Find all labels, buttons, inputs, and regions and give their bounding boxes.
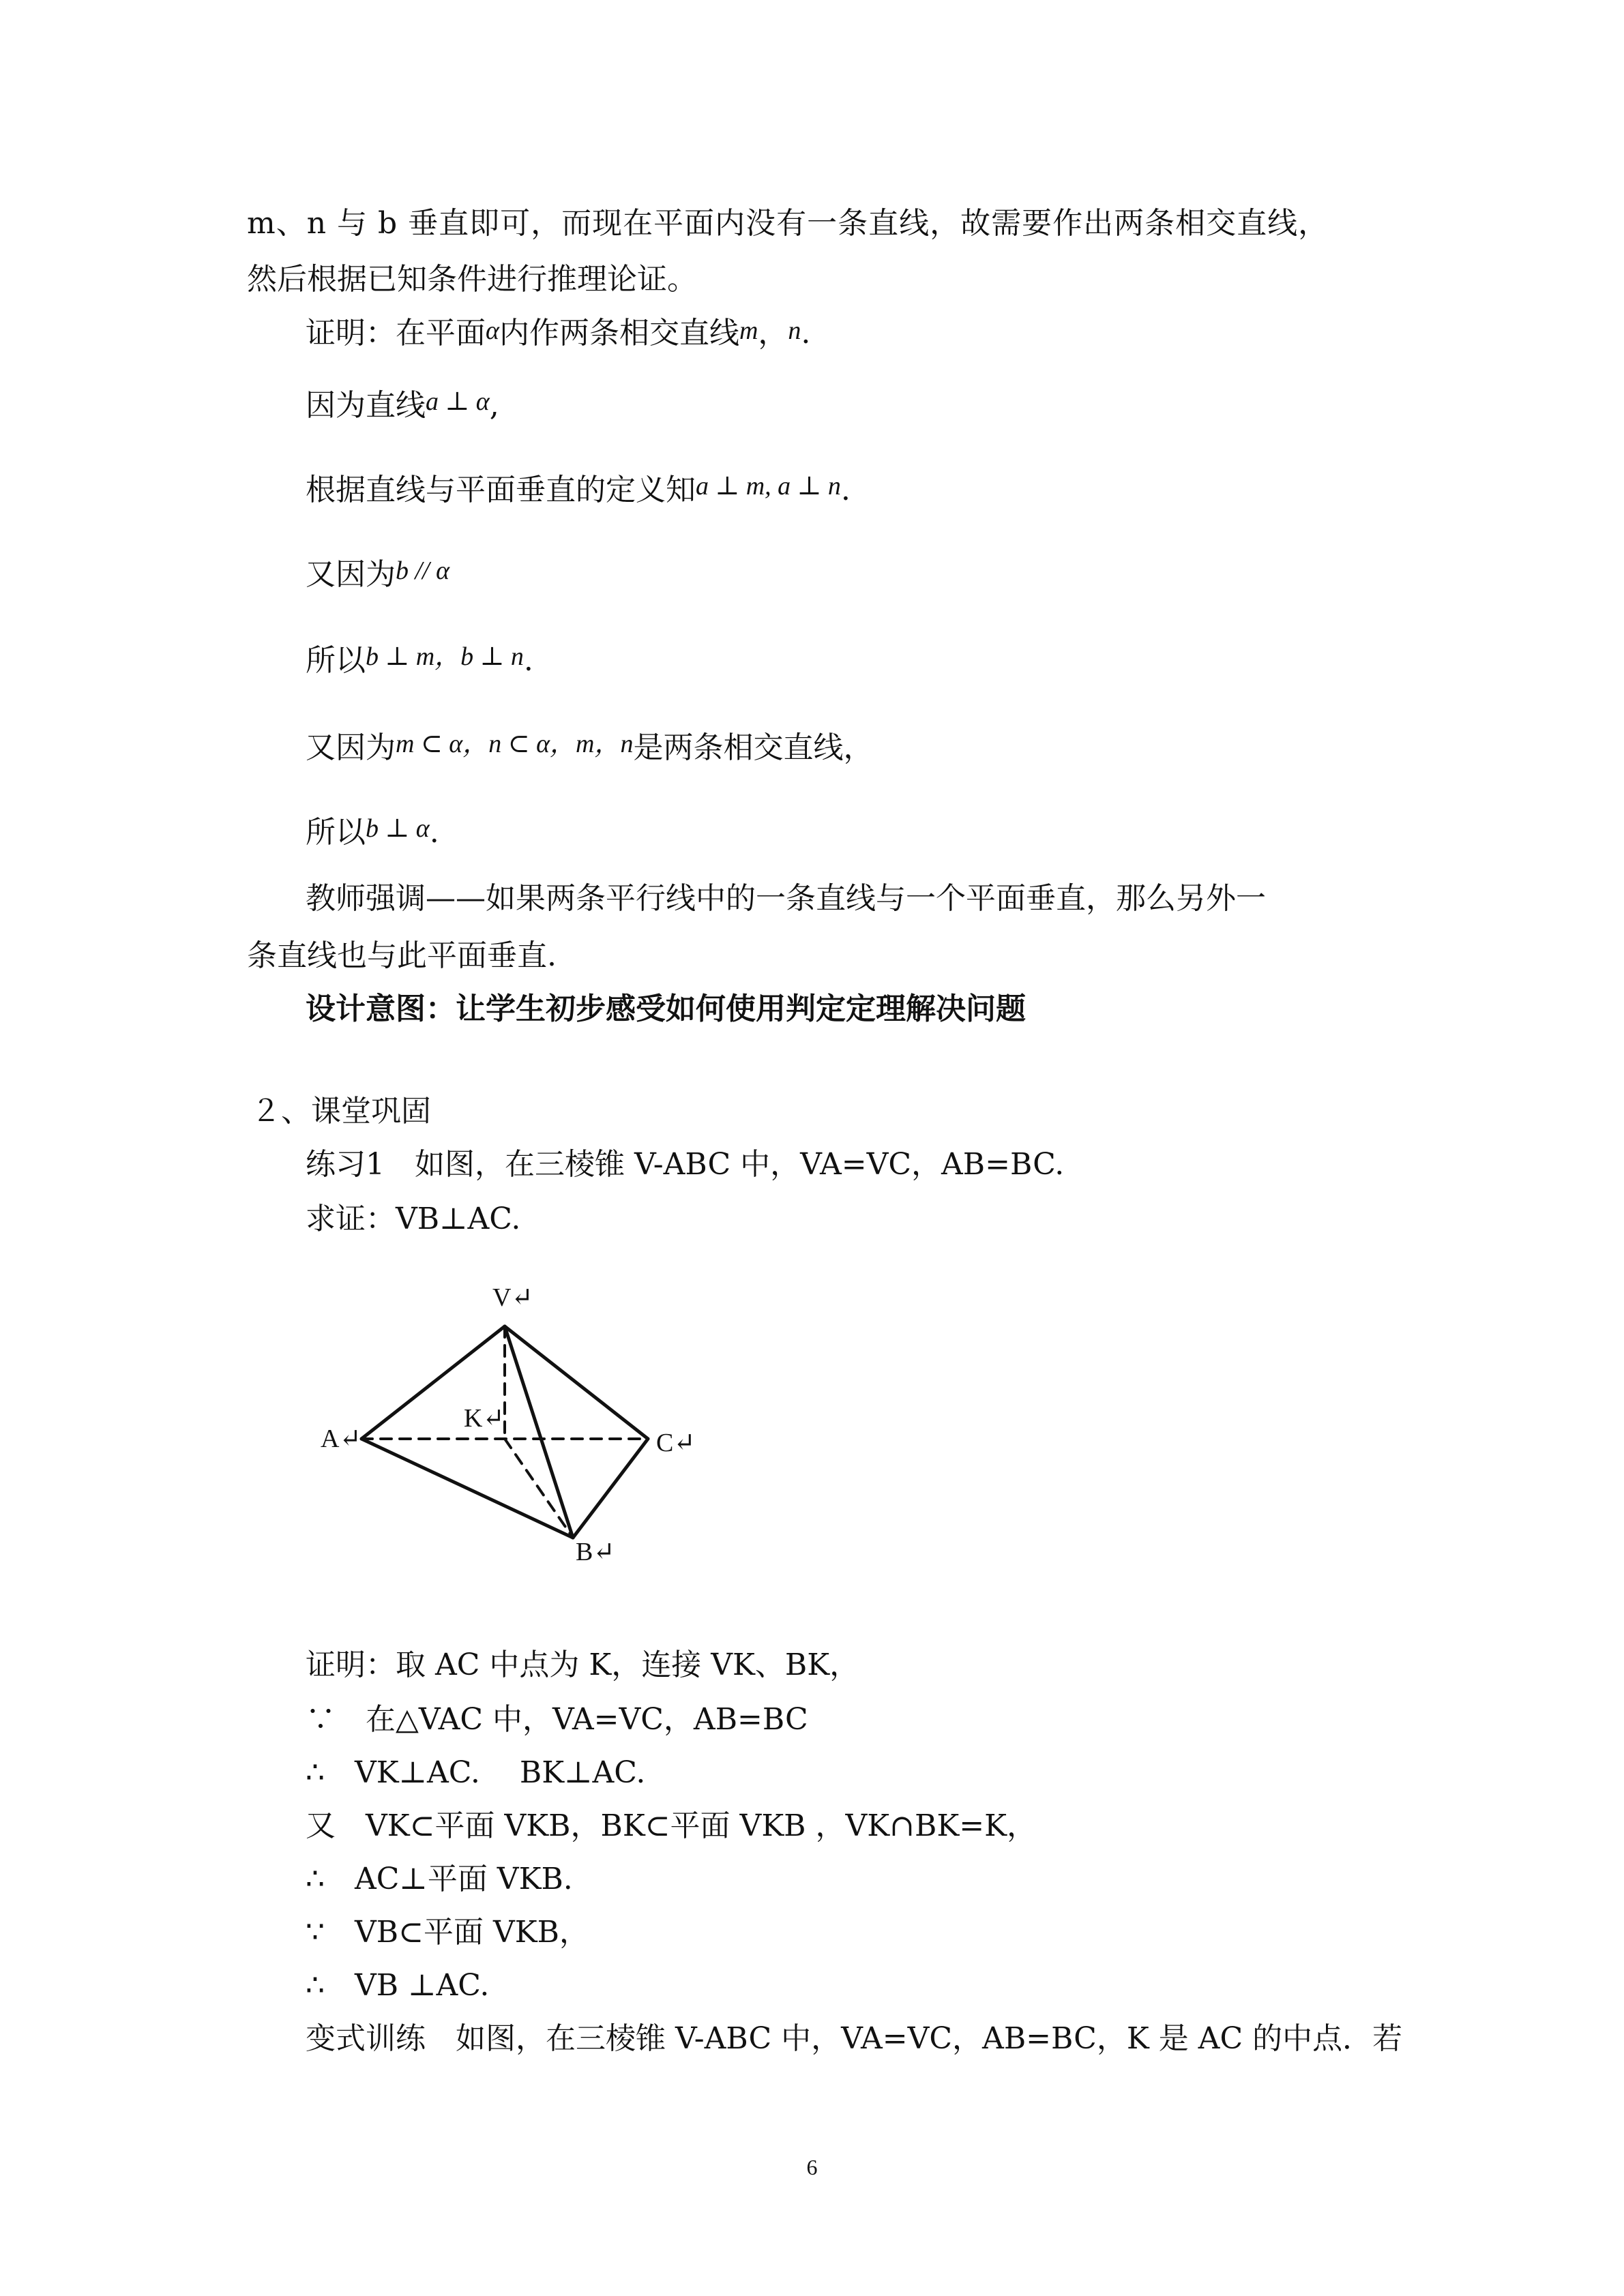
proof-line-2-end: , xyxy=(489,388,499,423)
proof-line-7-math: b ⊥ α xyxy=(366,814,430,843)
proof-line-3-text: 根据直线与平面垂直的定义知 xyxy=(306,473,696,507)
proof-line-2-text: 因为直线 xyxy=(306,388,426,423)
proof-line-5 xyxy=(306,644,533,676)
edge-vb xyxy=(505,1326,573,1538)
proof2-line-6: ∵ VB⊂平面 VKB， xyxy=(306,1915,589,1950)
proof-line-3 xyxy=(306,473,851,505)
proof-line-1-mid: 内作两条相交直线 xyxy=(499,316,739,351)
proof-line-7-end: . xyxy=(429,815,439,850)
proof-line-5-math: b ⊥ m，b ⊥ n xyxy=(366,642,524,671)
proof-line-1-m: m xyxy=(739,316,758,345)
text-line-1: m、n 与 b 垂直即可，而现在平面内没有一条直线，故需要作出两条相交直线， xyxy=(247,206,1329,241)
label-k: K↵ xyxy=(464,1404,505,1433)
proof-line-1 xyxy=(306,316,811,351)
tetrahedron-figure xyxy=(300,1268,723,1582)
proof-line-4-math: b // α xyxy=(396,556,450,585)
proof-line-1-alpha: α xyxy=(486,316,499,345)
proof-line-1-text: 证明：在平面 xyxy=(306,316,486,351)
proof-line-4-text: 又因为 xyxy=(306,557,396,592)
proof-line-7-text: 所以 xyxy=(306,815,366,850)
proof-line-3-end: . xyxy=(840,473,851,507)
proof-line-3-math: a ⊥ m, a ⊥ n xyxy=(696,472,841,501)
proof-line-6-text: 又因为 xyxy=(306,730,396,765)
proof-line-1-n: n xyxy=(788,316,801,345)
proof-line-5-end: . xyxy=(523,643,533,678)
proof-line-1-end: . xyxy=(801,316,811,351)
proof-line-1-sep: ， xyxy=(758,316,788,351)
teacher-note-line-1: 教师强调——如果两条平行线中的一条直线与一个平面垂直，那么另外一 xyxy=(306,881,1266,916)
page-number: 6 xyxy=(806,2155,818,2179)
proof2-line-4: 又 VK⊂平面 VKB，BK⊂平面 VKB ，VK∩BK=K， xyxy=(306,1808,1037,1843)
text-line-2: 然后根据已知条件进行推理论证。 xyxy=(247,262,697,297)
proof2-line-7: ∴ VB ⊥AC. xyxy=(306,1968,490,2003)
proof-line-5-text: 所以 xyxy=(306,643,366,678)
proof-line-2-math: a ⊥ α xyxy=(426,387,490,416)
to-prove: 求证：VB⊥AC. xyxy=(306,1202,521,1236)
proof-line-7 xyxy=(306,816,439,848)
design-intent: 设计意图：让学生初步感受如何使用判定定理解决问题 xyxy=(306,992,1026,1026)
edge-vc xyxy=(505,1326,648,1439)
variant-exercise: 变式训练 如图，在三棱锥 V-ABC 中，VA=VC，AB=BC，K 是 AC 的中点．若 xyxy=(306,2021,1403,2056)
proof2-line-5: ∴ AC⊥平面 VKB. xyxy=(306,1862,573,1896)
proof2-line-3: ∴ VK⊥AC. BK⊥AC. xyxy=(306,1755,646,1790)
label-v: V↵ xyxy=(492,1283,533,1312)
exercise-1: 练习1 如图，在三棱锥 V-ABC 中，VA=VC，AB=BC. xyxy=(306,1147,1065,1182)
proof-line-4 xyxy=(306,558,449,590)
proof2-line-2: ∵ 在△VAC 中，VA=VC，AB=BC xyxy=(306,1702,808,1737)
label-b: B↵ xyxy=(576,1538,615,1566)
edge-cb xyxy=(573,1439,648,1538)
edge-ab xyxy=(361,1439,573,1538)
proof-line-6 xyxy=(306,731,873,763)
proof2-line-1: 证明：取 AC 中点为 K，连接 VK、BK， xyxy=(306,1648,860,1682)
section-heading: ２、课堂巩固 xyxy=(251,1094,431,1129)
teacher-note-line-2: 条直线也与此平面垂直. xyxy=(247,938,557,973)
proof-line-6-end: 是两条相交直线， xyxy=(633,730,874,765)
proof-line-6-math: m ⊂ α，n ⊂ α，m，n xyxy=(396,730,634,758)
proof-line-2 xyxy=(306,389,499,421)
label-c: C↵ xyxy=(656,1429,696,1457)
label-a: A↵ xyxy=(321,1425,361,1453)
